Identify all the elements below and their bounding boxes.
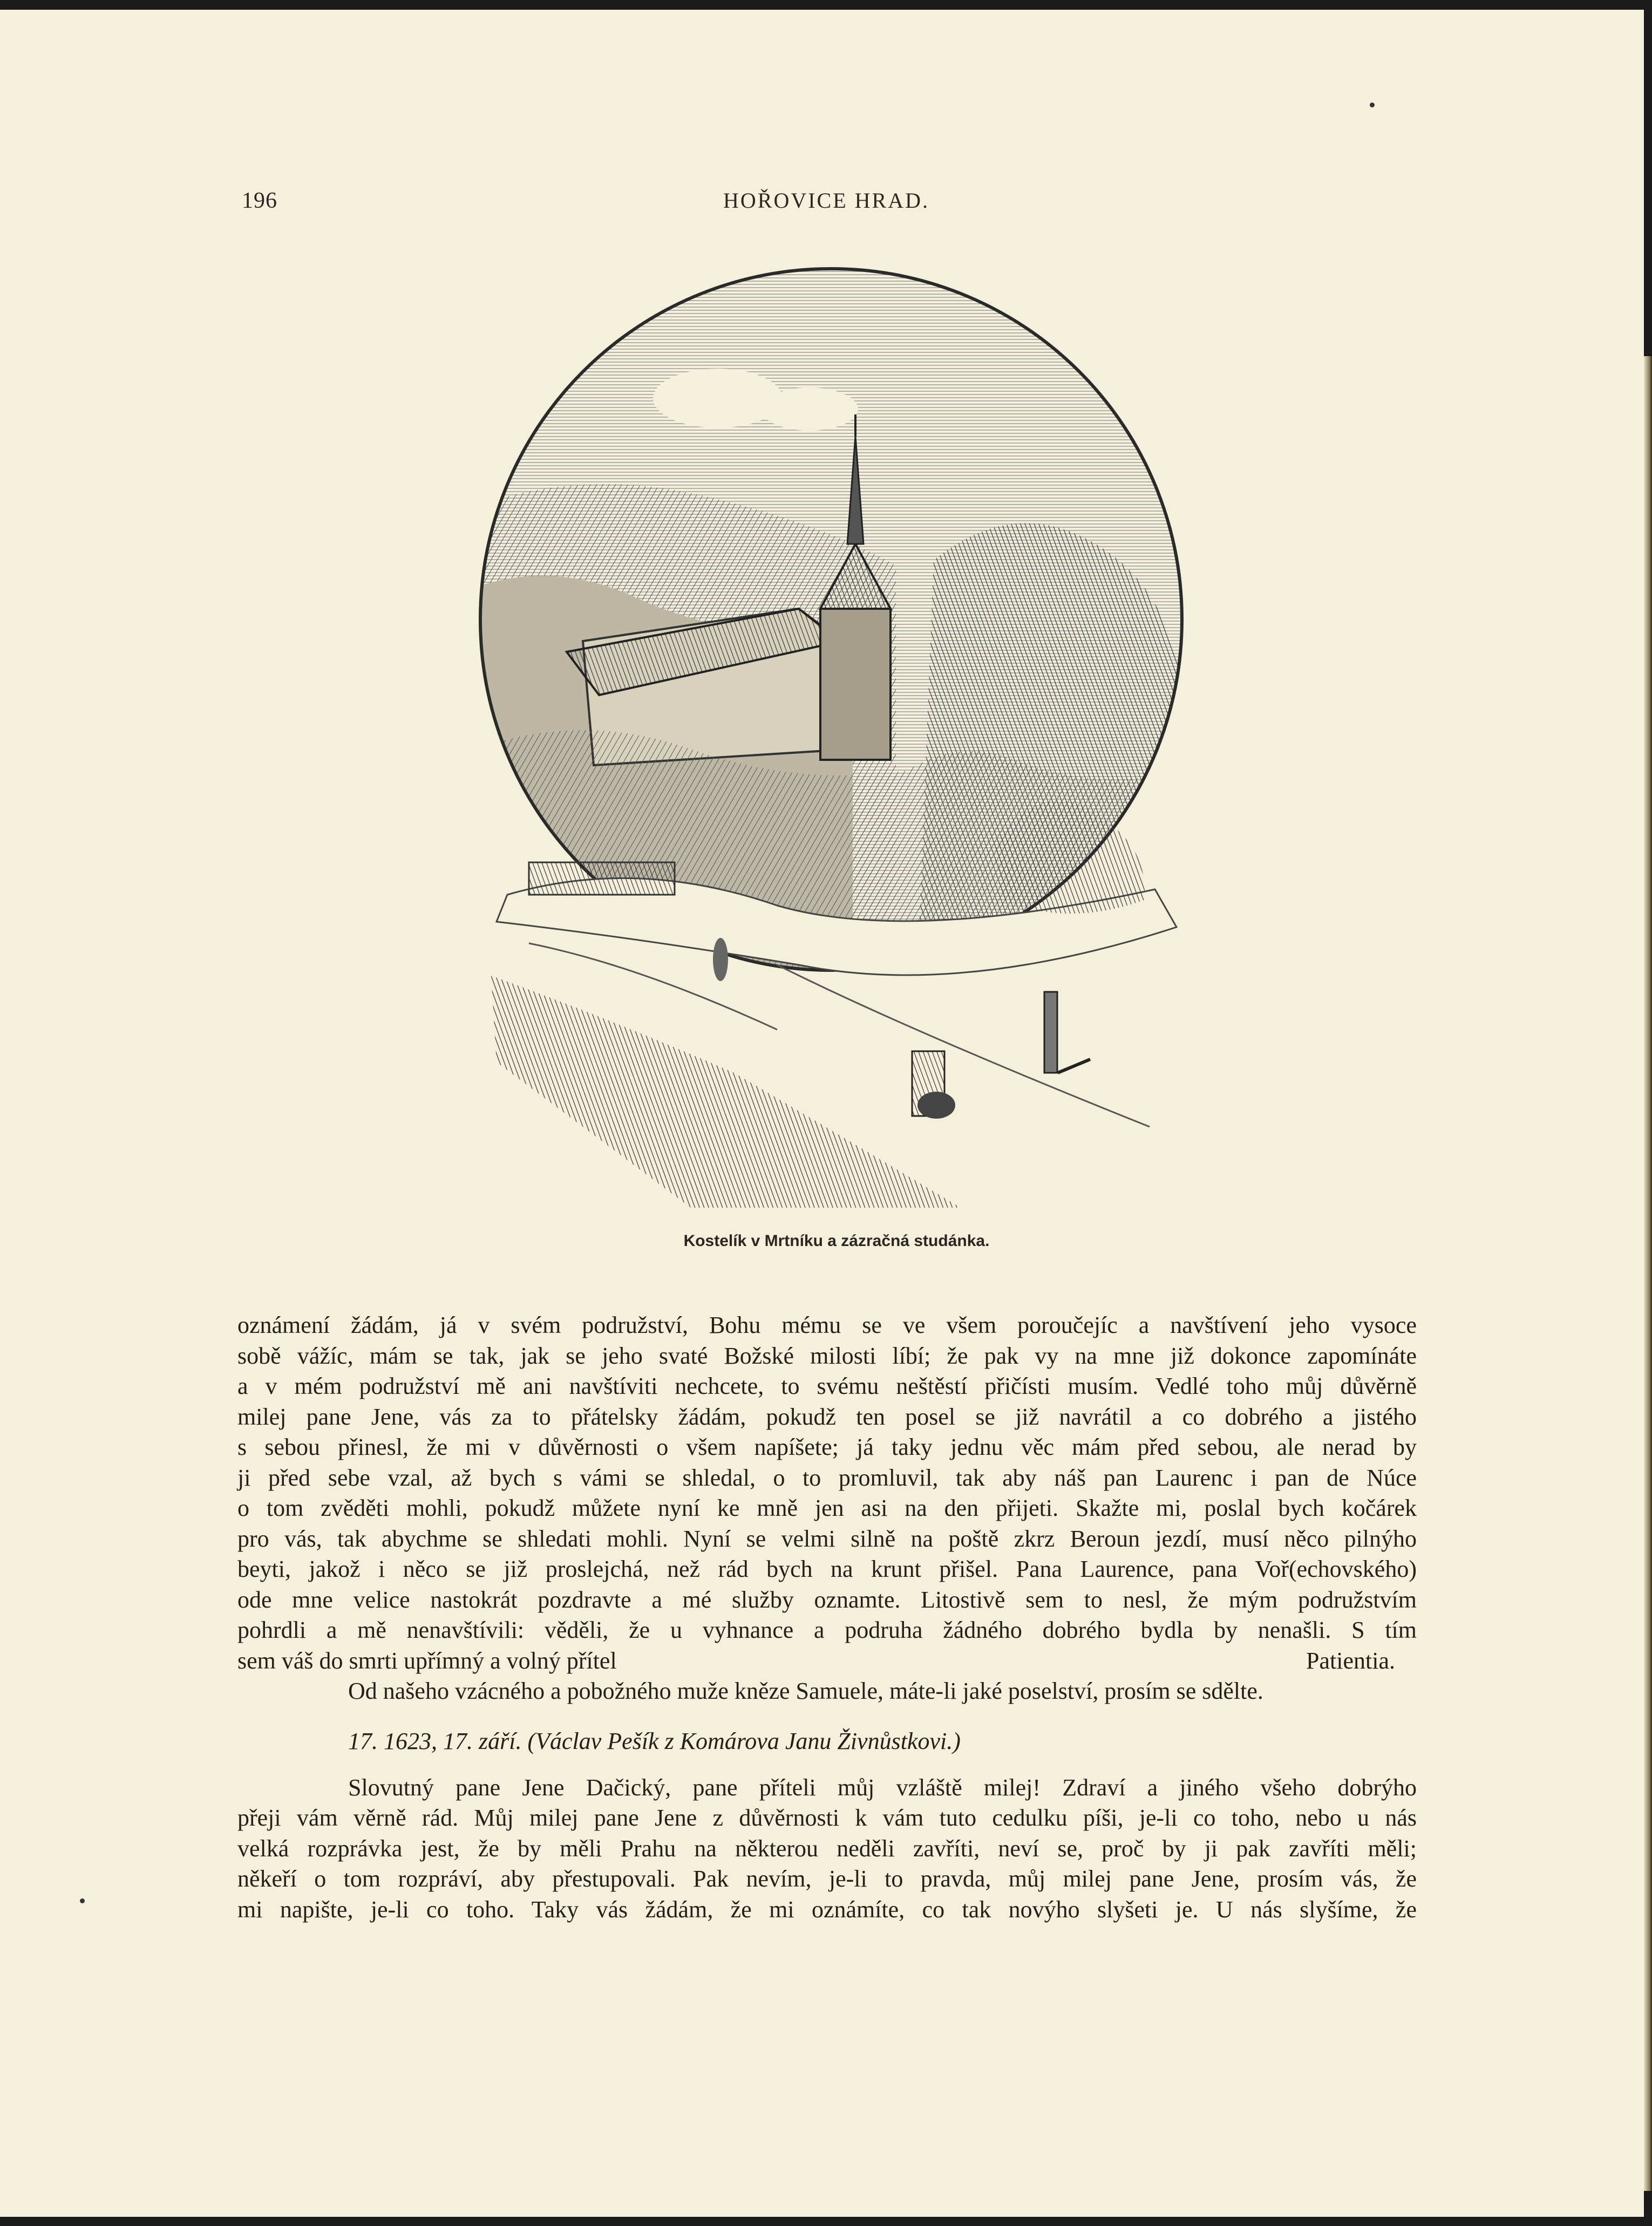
page-number: 196 xyxy=(242,188,277,213)
figure-caption: Kostelík v Mrtníku a zázračná studánka. xyxy=(683,1232,990,1250)
closing-line xyxy=(237,1646,1417,1677)
speck xyxy=(80,1898,85,1903)
body-text xyxy=(237,1310,1417,1925)
text-line: oznámení žádám, já v svém podružství, Bohu mému se ve všem poroučejíc a navštívení jeho vysoce xyxy=(237,1312,1417,1338)
postscript: Od našeho vzácného a pobožného muže kněze Samuele, máte-li jaké poselství, prosím se sdělte. xyxy=(348,1678,1263,1704)
paragraph-1 xyxy=(237,1310,1417,1646)
text-line: milej pane Jene, vás za to přátelsky žádám, pokudž ten posel se již navrátil a co dobrého a jistého xyxy=(237,1403,1417,1430)
text-line: velká rozprávka jest, že by měli Prahu na některou neděli zavříti, neví se, proč by ji pak zavříti měli; xyxy=(237,1835,1417,1862)
text-line: s sebou přinesl, že mi v důvěrnosti o všem napíšete; já taky jednu věc mám před sebou, ale nerad by xyxy=(237,1434,1417,1460)
page-edge-shadow xyxy=(1644,356,1652,2191)
text-line: sobě vážíc, mám se tak, jak se jeho svaté Božské milosti líbí; že pak vy na mne již dokonce zapomínáte xyxy=(237,1342,1417,1369)
text-line: někeří o tom rozpráví, aby přestupovali. Pak nevím, je-li to pravda, můj milej pane Jene, prosím vás, že xyxy=(237,1866,1417,1892)
signature: Patientia. xyxy=(1306,1647,1395,1674)
book-page xyxy=(0,10,1644,2217)
text-line: ode mne velice nastokrát pozdravte a mé služby oznamte. Litostivě sem to nesl, že mým podružstvím xyxy=(237,1586,1417,1613)
text-line: Slovutný pane Jene Dačický, pane příteli můj vzláště milej! Zdraví a jiného všeho dobrýho xyxy=(348,1774,1417,1801)
letter-heading: 17. 1623, 17. září. (Václav Pešík z Komárova Janu Živnůstkovi.) xyxy=(348,1727,961,1754)
text-line: pro vás, tak abychme se shledati mohli. Nyní se velmi silně na poště zkrz Beroun jezdí, musí něco pilnýho xyxy=(237,1525,1417,1552)
running-title: HOŘOVICE HRAD. xyxy=(723,188,929,213)
text-line: mi napište, je-li co toho. Taky vás žádám, že mi oznámíte, co tak novýho slyšeti je. U nás slyšíme, že xyxy=(237,1896,1417,1923)
text-line: pohrdli a mě nenavštívili: věděli, že u vyhnance a podruha žádného dobrého bydla by nenašli. S tím xyxy=(237,1617,1417,1643)
text-line: ji před sebe vzal, až bych s vámi se shledal, o to promluvil, tak aby náš pan Laurenc i pan de Núce xyxy=(237,1464,1417,1491)
text-line: beyti, jakož i něco se již proslejchá, než rád bych na krunt přišel. Pana Laurence, pana Voř(echovského) xyxy=(237,1556,1417,1582)
text-line: přeji vám věrně rád. Můj milej pane Jene z důvěrnosti k vám tuto cedulku píši, je-li co toho, nebo u nás xyxy=(237,1805,1417,1831)
paragraph-2 xyxy=(237,1773,1417,1925)
closing-text: sem váš do smrti upřímný a volný přítel xyxy=(237,1647,617,1674)
speck xyxy=(1370,103,1375,107)
text-line: a v mém podružství mě ani navštíviti nechcete, to svému neštěstí přičísti musím. Vedlé toho můj důvěrně xyxy=(237,1373,1417,1399)
text-line: o tom zvěděti mohli, pokudž můžete nyní ke mně jen asi na den přijeti. Skažte mi, poslal bych kočárek xyxy=(237,1495,1417,1521)
church-engraving-illustration xyxy=(475,263,1187,1229)
